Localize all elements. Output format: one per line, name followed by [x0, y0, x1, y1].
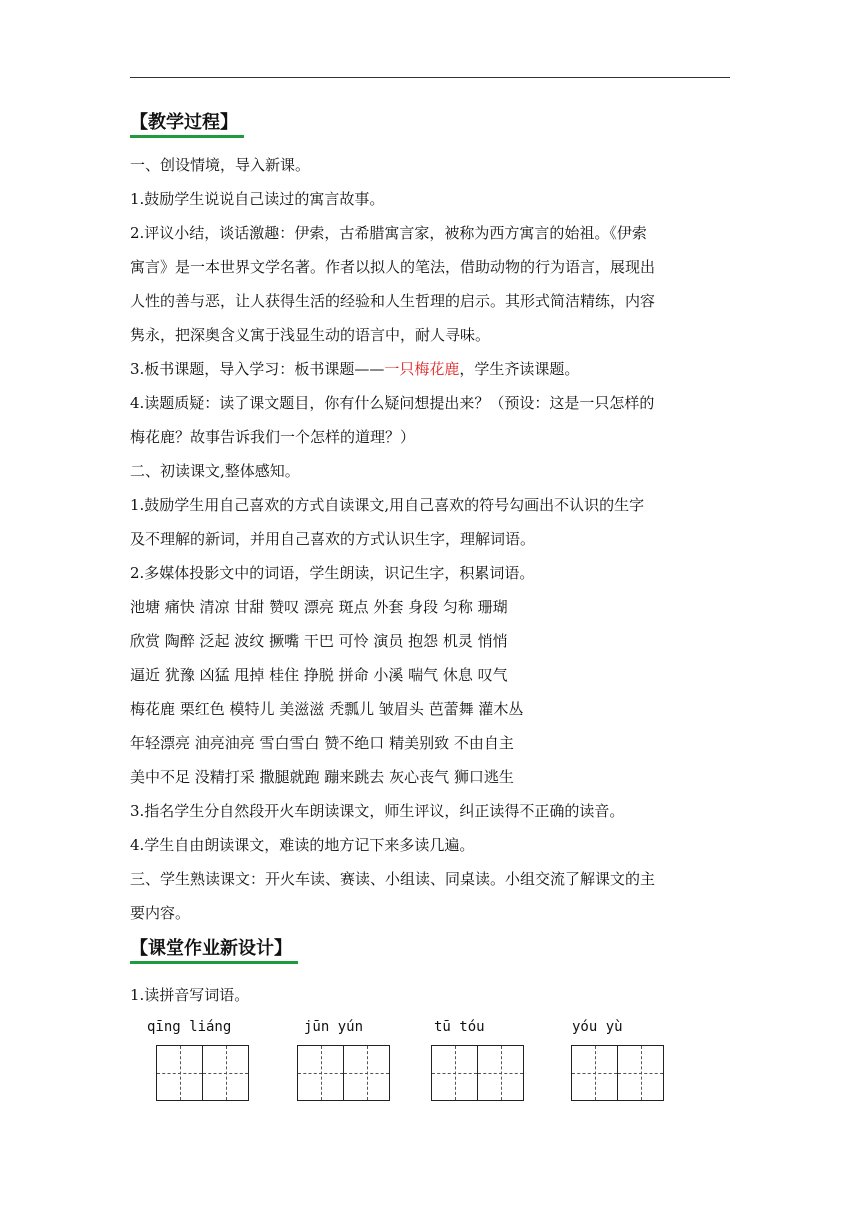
- text-line: 要内容。: [130, 904, 191, 922]
- text-line: 4.读题质疑：读了课文题目，你有什么疑问想提出来？（预设：这是一只怎样的: [130, 394, 655, 412]
- pinyin-label: qīng liáng: [147, 1019, 232, 1035]
- writing-cell[interactable]: [156, 1045, 203, 1101]
- exercise-instruction: 1.读拼音写词语。: [130, 986, 250, 1004]
- writing-grid: [431, 1045, 524, 1101]
- text-line-lesson-title: [130, 359, 740, 379]
- word-list-row: 美中不足 没精打采 撒腿就跑 蹦来跳去 灰心丧气 狮口逃生: [130, 768, 514, 786]
- word-list-row: 逼近 犹豫 凶猛 甩掉 桂住 挣脱 拼命 小溪 喘气 休息 叹气: [130, 666, 508, 684]
- header-rule: [130, 77, 730, 78]
- word-list-row: 池塘 痛快 清凉 甘甜 赞叹 漂亮 斑点 外套 身段 匀称 珊瑚: [130, 598, 508, 616]
- pinyin-label: jūn yún: [304, 1019, 364, 1035]
- text-line: 1.鼓励学生说说自己读过的寓言故事。: [130, 190, 385, 208]
- text-line: 3.指名学生分自然段开火车朗读课文，师生评议，纠正读得不正确的读音。: [130, 802, 625, 820]
- text-line: 二、初读课文,整体感知。: [130, 462, 300, 480]
- writing-cell[interactable]: [203, 1045, 249, 1101]
- writing-cell[interactable]: [297, 1045, 344, 1101]
- text-line: 1.鼓励学生用自己喜欢的方式自读课文,用自己喜欢的符号勾画出不认识的生字: [130, 496, 645, 514]
- writing-grid: [571, 1045, 664, 1101]
- word-list-row: 梅花鹿 栗红色 模特儿 美滋滋 秃瓢儿 皱眉头 芭蕾舞 灌木丛: [130, 700, 524, 718]
- text-line: 2.多媒体投影文中的词语，学生朗读，识记生字，积累词语。: [130, 564, 535, 582]
- writing-cell[interactable]: [478, 1045, 524, 1101]
- text-segment: ，学生齐读课题。: [459, 360, 580, 378]
- section-heading-homework: 【课堂作业新设计】: [130, 937, 298, 964]
- pinyin-label: tū tóu: [434, 1019, 485, 1035]
- text-line: 三、学生熟读课文：开火车读、赛读、小组读、同桌读。小组交流了解课文的主: [130, 870, 656, 888]
- text-line: 一、创设情境，导入新课。: [130, 156, 311, 174]
- text-segment: 3.板书课题，导入学习：板书课题——: [130, 360, 385, 378]
- writing-cell[interactable]: [618, 1045, 664, 1101]
- writing-cell[interactable]: [344, 1045, 390, 1101]
- text-line: 及不理解的新词，并用自己喜欢的方式认识生字，理解词语。: [130, 530, 536, 548]
- section-heading-process: 【教学过程】: [130, 111, 244, 138]
- text-line: 2.评议小结，谈话激趣：伊索，古希腊寓言家，被称为西方寓言的始祖。《伊索: [130, 224, 647, 242]
- text-line: 人性的善与恶，让人获得生活的经验和人生哲理的启示。其形式简洁精练，内容: [130, 292, 656, 310]
- text-line: 梅花鹿？故事告诉我们一个怎样的道理？）: [130, 428, 416, 446]
- pinyin-label: yóu yù: [572, 1019, 623, 1035]
- word-list-row: 年轻漂亮 油亮油亮 雪白雪白 赞不绝口 精美别致 不由自主: [130, 734, 514, 752]
- word-list-row: 欣赏 陶醉 泛起 波纹 撅嘴 干巴 可怜 演员 抱怨 机灵 悄悄: [130, 632, 508, 650]
- text-line: 寓言》是一本世界文学名著。作者以拟人的笔法，借助动物的行为语言，展现出: [130, 258, 656, 276]
- text-line: 4.学生自由朗读课文，难读的地方记下来多读几遍。: [130, 836, 475, 854]
- lesson-title-highlight: 一只梅花鹿: [384, 360, 460, 378]
- writing-cell[interactable]: [431, 1045, 478, 1101]
- writing-grid: [156, 1045, 249, 1101]
- text-line: 隽永，把深奥含义寓于浅显生动的语言中，耐人寻味。: [130, 326, 491, 344]
- writing-cell[interactable]: [571, 1045, 618, 1101]
- writing-grid: [297, 1045, 390, 1101]
